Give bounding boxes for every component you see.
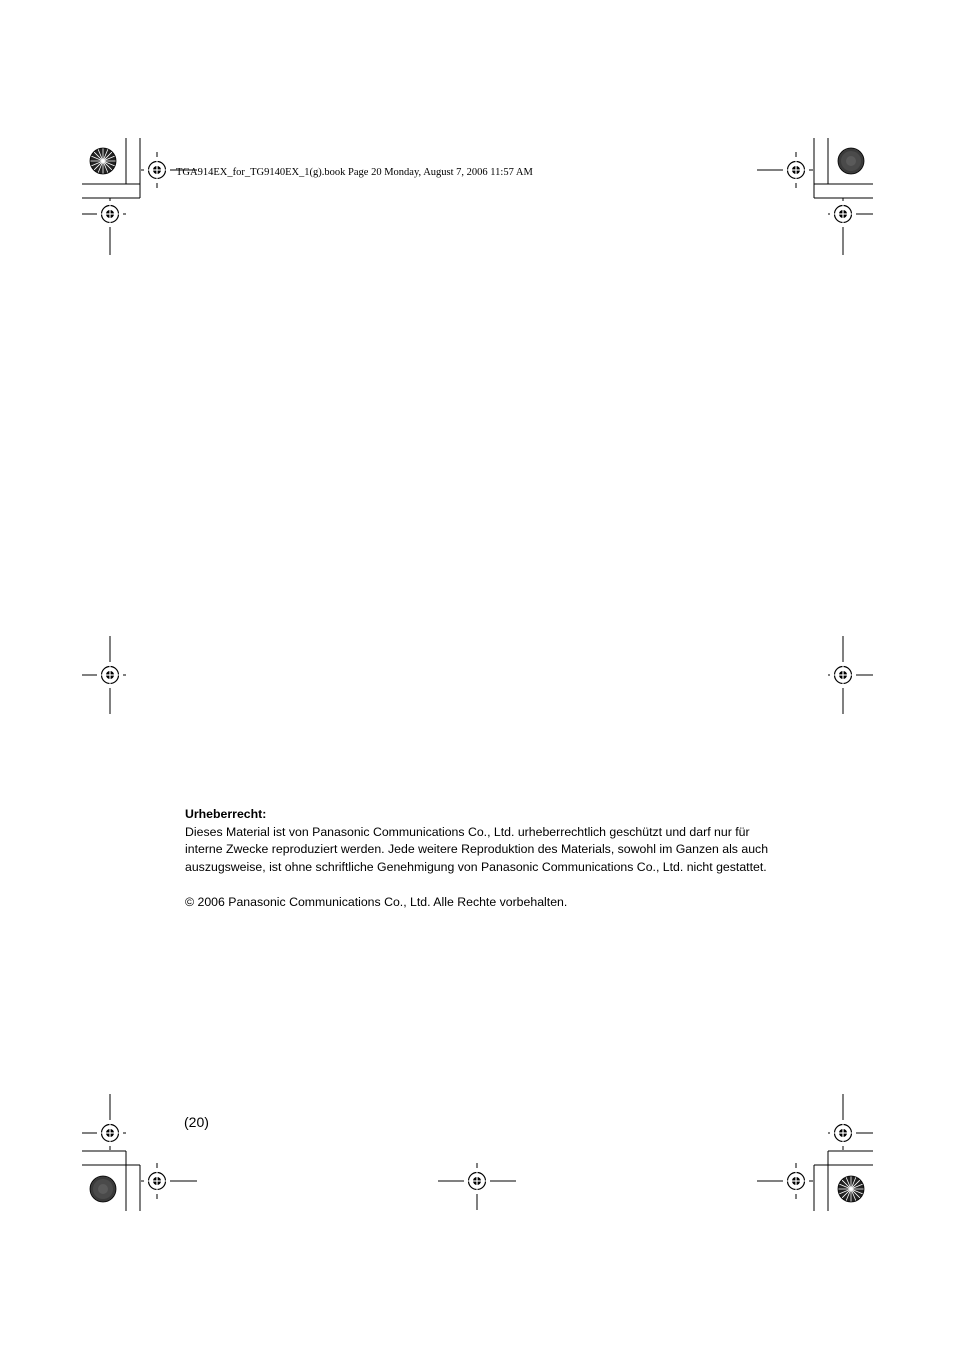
- print-header: TGA914EX_for_TG9140EX_1(g).book Page 20 Monday, August 7, 2006 11:57 AM: [176, 167, 533, 178]
- copyright-body: Dieses Material ist von Panasonic Communications Co., Ltd. urheberrechtlich geschützt und darf nur für interne Zwecke reproduziert werden. Jede weitere Reproduktion des Materials, sowohl im Ganzen als auch auszugsweise, ist ohne schriftliche Genehmigung von Panasonic Communications Co., Ltd. nicht gestattet.: [185, 824, 769, 874]
- copyright-notice: © 2006 Panasonic Communications Co., Ltd. Alle Rechte vorbehalten.: [185, 894, 568, 909]
- copyright-section: [185, 806, 773, 911]
- page-number: (20): [184, 1114, 209, 1130]
- copyright-heading: Urheberrecht:: [185, 807, 267, 821]
